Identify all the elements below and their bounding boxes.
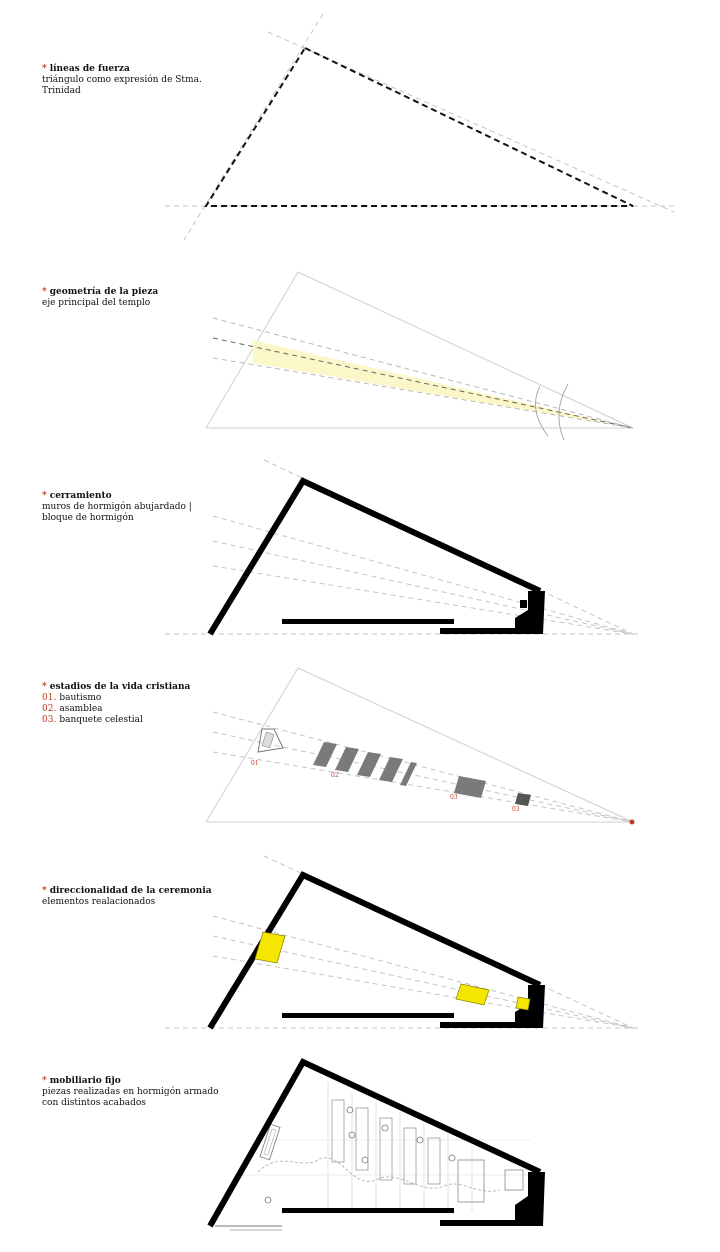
assembly-bench bbox=[313, 742, 337, 767]
stage-tag: 01 bbox=[251, 760, 259, 767]
guide-line bbox=[213, 358, 633, 428]
item-number: 02. bbox=[42, 704, 57, 714]
altar-table bbox=[515, 793, 531, 806]
baptism-highlight bbox=[255, 932, 285, 963]
panel-subtitle: piezas realizadas en hormigón armado bbox=[42, 1087, 219, 1097]
asterisk-icon: * bbox=[42, 886, 47, 896]
panel-subtitle: triángulo como expresión de Stma. Trinidad bbox=[42, 75, 202, 96]
force-triangle bbox=[206, 48, 633, 206]
assembly-bench bbox=[400, 762, 417, 786]
asterisk-icon: * bbox=[42, 64, 47, 74]
assembly-bench bbox=[357, 752, 381, 777]
panel-subtitle: elementos realacionados bbox=[42, 897, 156, 907]
item-number: 03. bbox=[42, 715, 57, 725]
stage-tag: 02 bbox=[331, 772, 339, 779]
item-label: bautismo bbox=[59, 693, 102, 703]
item-number: 01. bbox=[42, 693, 57, 703]
panel-cerramiento bbox=[165, 460, 640, 634]
panel-subtitle: bloque de hormigón bbox=[42, 513, 134, 523]
guide-line bbox=[268, 32, 674, 212]
wall-bench bbox=[282, 619, 454, 624]
asterisk-icon: * bbox=[42, 287, 47, 297]
item-label: banquete celestial bbox=[59, 715, 143, 725]
altar-step bbox=[520, 600, 527, 608]
asterisk-icon: * bbox=[42, 1076, 47, 1086]
guide-line bbox=[213, 732, 633, 822]
panel-title: mobiliario fijo bbox=[49, 1076, 121, 1086]
banquet-highlight bbox=[456, 984, 489, 1005]
main-axis-band bbox=[252, 340, 633, 428]
panel-direccionalidad bbox=[165, 856, 640, 1028]
altar-highlight bbox=[516, 997, 530, 1010]
guide-line bbox=[213, 712, 633, 822]
panel-subtitle: muros de hormigón abujardado | bbox=[42, 502, 192, 512]
panel-estadios bbox=[206, 668, 635, 825]
panel-mobiliario bbox=[210, 1062, 545, 1230]
assembly-bench bbox=[335, 747, 359, 772]
wall-bench bbox=[282, 1208, 454, 1213]
guide-line bbox=[213, 752, 633, 822]
baptism-font-inner bbox=[262, 732, 274, 748]
focal-point-marker bbox=[630, 820, 635, 825]
stage-tag: 03 bbox=[512, 806, 520, 813]
assembly-bench bbox=[379, 757, 403, 782]
panel-subtitle: eje principal del templo bbox=[42, 298, 151, 308]
banquet-table bbox=[454, 776, 486, 798]
panel-geometria bbox=[206, 272, 633, 440]
stage-tag: 03 bbox=[450, 794, 458, 801]
panel-title: geometría de la pieza bbox=[49, 287, 159, 297]
guide-line bbox=[213, 318, 633, 428]
altar-block bbox=[515, 591, 545, 634]
panel-lineas-de-fuerza bbox=[165, 14, 674, 240]
asterisk-icon: * bbox=[42, 682, 47, 692]
item-label: asamblea bbox=[59, 704, 103, 714]
panel-title: líneas de fuerza bbox=[49, 64, 130, 74]
panel-title: estadios de la vida cristiana bbox=[49, 682, 191, 692]
wall-bench bbox=[282, 1013, 454, 1018]
panel-title: direccionalidad de la ceremonia bbox=[49, 886, 212, 896]
panel-subtitle: con distintos acabados bbox=[42, 1098, 146, 1108]
asterisk-icon: * bbox=[42, 491, 47, 501]
panel-title: cerramiento bbox=[49, 491, 112, 501]
